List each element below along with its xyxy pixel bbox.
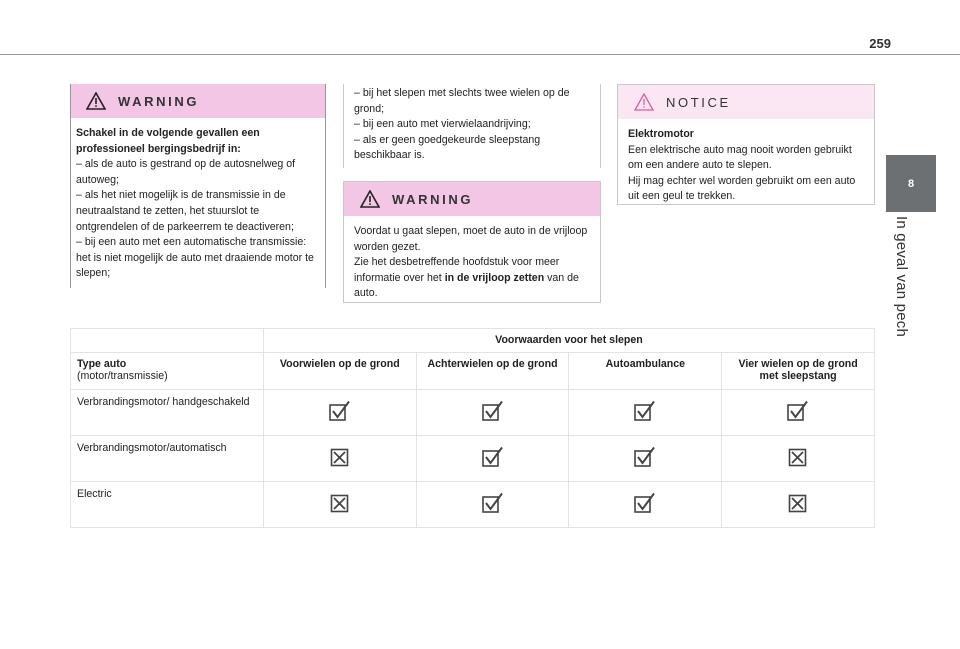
checkbox-crossed-icon [329, 446, 351, 468]
row-label: Verbrandingsmotor/automatisch [71, 436, 264, 482]
warning-box-towing-service [70, 84, 326, 288]
warning-title: WARNING [118, 93, 200, 109]
notice-body [618, 119, 874, 213]
box-left-border [70, 84, 71, 288]
table-row [71, 482, 875, 528]
table-header-rear-wheels: Achterwielen op de grond [416, 353, 569, 390]
checkbox-crossed-icon [787, 492, 809, 514]
warning-triangle-icon [360, 190, 380, 208]
mark-cell [569, 482, 722, 528]
list-item: – bij het slepen met slechts twee wielen op de grond; [354, 87, 570, 115]
notice-header [618, 85, 874, 119]
checkbox-crossed-icon [787, 446, 809, 468]
warning-body [344, 216, 600, 310]
checkbox-checked-icon [787, 400, 809, 422]
table-header-four-wheels: Vier wielen op de grond met sleepstang [722, 353, 875, 390]
notice-text: Hij mag echter wel worden gebruikt om een auto uit een geul te trekken. [628, 174, 856, 203]
mark-cell [722, 482, 875, 528]
list-item: – bij een auto met vierwielaandrijving; [354, 118, 531, 131]
checkbox-checked-icon [634, 492, 656, 514]
continued-list [343, 84, 601, 168]
table-row [71, 436, 875, 482]
warning-box-neutral [343, 181, 601, 303]
notice-text: Een elektrische auto mag nooit worden gebruikt om een andere auto te slepen. [628, 143, 852, 172]
table-header-flatbed: Autoambulance [569, 353, 722, 390]
warning-item: – als de auto is gestrand op de autosnelweg of autoweg; [76, 158, 296, 186]
box-right-border [325, 84, 326, 288]
warning-text: Voordat u gaat slepen, moet de auto in de vrijloop worden gezet. [354, 225, 588, 253]
warning-item: – bij een auto met een automatische transmissie: het is niet mogelijk de auto met draaiende motor te slepen; [76, 236, 314, 280]
mark-cell [722, 436, 875, 482]
mark-cell [263, 436, 416, 482]
table-header-type [71, 353, 264, 390]
mark-cell [722, 390, 875, 436]
table-corner-cell [71, 329, 264, 353]
type-header-sub: (motor/transmissie) [77, 370, 168, 382]
chapter-tab[interactable]: 8 [886, 155, 936, 212]
chapter-title: In geval van pech [893, 216, 910, 337]
list-item: – als er geen goedgekeurde sleepstang beschikbaar is. [354, 133, 541, 162]
checkbox-checked-icon [634, 446, 656, 468]
mark-cell [416, 482, 569, 528]
checkbox-crossed-icon [329, 492, 351, 514]
header-rule [0, 54, 960, 55]
warning-triangle-icon [86, 92, 106, 110]
warning-body [70, 118, 326, 290]
mark-cell [569, 390, 722, 436]
table-group-header: Voorwaarden voor het slepen [263, 329, 874, 353]
type-header-label: Type auto [77, 358, 127, 370]
warning-text-2 [354, 255, 590, 302]
warning-intro: Schakel in de volgende gevallen een professioneel bergingsbedrijf in: [76, 127, 260, 155]
warning-header [344, 182, 600, 216]
notice-title: NOTICE [666, 94, 731, 110]
notice-triangle-icon [634, 93, 654, 111]
text-span: Zie het desbetreffende hoofdstuk voor meer informatie over het [354, 256, 560, 284]
warning-item: – als het niet mogelijk is de transmissie in de neutraalstand te zetten, het stuurslot te ontgrendelen of de parkeerrem te deactiveren; [76, 189, 294, 233]
notice-box-electric-motor [617, 84, 875, 205]
checkbox-checked-icon [329, 400, 351, 422]
mark-cell [263, 390, 416, 436]
row-label: Electric [71, 482, 264, 528]
checkbox-checked-icon [634, 400, 656, 422]
row-label: Verbrandingsmotor/ handgeschakeld [71, 390, 264, 436]
emphasis-span: in de vrijloop zetten [444, 271, 545, 284]
checkbox-checked-icon [482, 400, 504, 422]
page-number: 259 [869, 36, 891, 51]
towing-conditions-table [70, 328, 875, 528]
checkbox-checked-icon [482, 492, 504, 514]
warning-header [70, 84, 326, 118]
table-header-front-wheels: Voorwielen op de grond [263, 353, 416, 390]
text-span: van de auto. [354, 271, 579, 300]
mark-cell [416, 390, 569, 436]
checkbox-checked-icon [482, 446, 504, 468]
mark-cell [263, 482, 416, 528]
mark-cell [569, 436, 722, 482]
table-row [71, 390, 875, 436]
warning-title: WARNING [392, 191, 474, 207]
mark-cell [416, 436, 569, 482]
notice-subtitle: Elektromotor [628, 128, 694, 140]
